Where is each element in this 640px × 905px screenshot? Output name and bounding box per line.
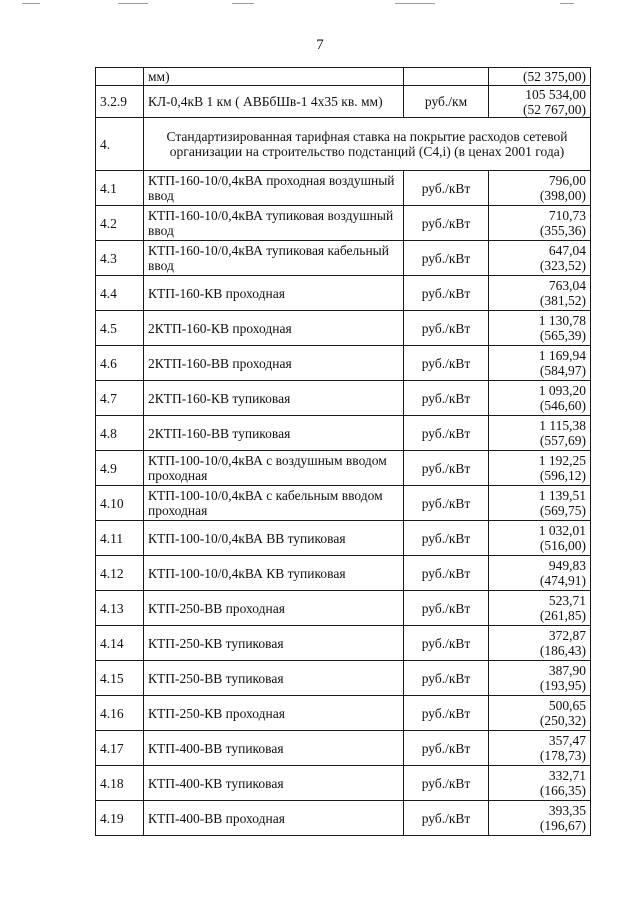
value-sub: (557,69) (539, 433, 586, 448)
value-sub: (261,85) (539, 608, 586, 623)
value-sub: (584,97) (539, 363, 586, 378)
item-description-cell: КТП-160-КВ проходная (144, 276, 404, 311)
value-main: 387,90 (548, 663, 586, 678)
item-description-cell: 2КТП-160-КВ тупиковая (144, 381, 404, 416)
value-main: 372,87 (548, 628, 586, 643)
item-number-cell: 4.3 (96, 241, 144, 276)
value-cell (489, 276, 591, 311)
value-main: 523,71 (548, 593, 586, 608)
table-row (96, 731, 591, 766)
table-row (96, 451, 591, 486)
item-description-cell: КТП-250-ВВ тупиковая (144, 661, 404, 696)
value-cell: (52 375,00) (489, 68, 591, 86)
unit-cell: руб./км (404, 86, 489, 118)
item-number-cell: 4.17 (96, 731, 144, 766)
item-description-cell: КТП-100-10/0,4кВА КВ тупиковая (144, 556, 404, 591)
table-row (96, 486, 591, 521)
item-description-cell: КЛ-0,4кВ 1 км ( АВБбШв-1 4х35 кв. мм) (144, 86, 404, 118)
value-sub: (178,73) (539, 748, 586, 763)
item-number-cell: 4.13 (96, 591, 144, 626)
table-row (96, 241, 591, 276)
value-main: 1 169,94 (538, 348, 586, 363)
scan-artifact (395, 3, 435, 4)
value-sub: (565,39) (539, 328, 586, 343)
table-row (96, 276, 591, 311)
item-number-cell: 4.2 (96, 206, 144, 241)
unit-cell: руб./кВт (404, 696, 489, 731)
item-number-cell: 4.14 (96, 626, 144, 661)
unit-cell: руб./кВт (404, 311, 489, 346)
item-number-cell: 4.11 (96, 521, 144, 556)
item-description-cell: КТП-400-ВВ тупиковая (144, 731, 404, 766)
tariff-table (95, 67, 591, 836)
value-cell (489, 346, 591, 381)
item-description-cell: мм) (144, 68, 404, 86)
value-sub: (355,36) (539, 223, 586, 238)
item-description-cell: КТП-160-10/0,4кВА тупиковая воздушный ввод (144, 206, 404, 241)
value-main: 763,04 (548, 278, 586, 293)
value-main: 393,35 (548, 803, 586, 818)
value-cell (489, 521, 591, 556)
item-description-cell: КТП-160-10/0,4кВА тупиковая кабельный ввод (144, 241, 404, 276)
value-sub: (323,52) (539, 258, 586, 273)
unit-cell: руб./кВт (404, 171, 489, 206)
item-description-cell: 2КТП-160-КВ проходная (144, 311, 404, 346)
item-number-cell: 4.8 (96, 416, 144, 451)
value-main: 1 139,51 (538, 488, 586, 503)
value-sub: (546,60) (539, 398, 586, 413)
value-cell (489, 206, 591, 241)
value-sub: (166,35) (539, 783, 586, 798)
item-number-cell: 4.15 (96, 661, 144, 696)
item-number-cell: 4.18 (96, 766, 144, 801)
value-sub: (569,75) (539, 503, 586, 518)
value-cell (489, 486, 591, 521)
item-number-cell: 4.16 (96, 696, 144, 731)
unit-cell: руб./кВт (404, 276, 489, 311)
value-cell (489, 626, 591, 661)
value-main: 710,73 (548, 208, 586, 223)
scan-artifact (560, 3, 574, 4)
value-main: 500,65 (548, 698, 586, 713)
scan-artifact (118, 3, 148, 4)
value-cell (489, 731, 591, 766)
value-sub: (596,12) (539, 468, 586, 483)
unit-cell: руб./кВт (404, 521, 489, 556)
unit-cell: руб./кВт (404, 486, 489, 521)
unit-cell: руб./кВт (404, 241, 489, 276)
value-sub: (516,00) (539, 538, 586, 553)
value-main: 1 093,20 (538, 383, 586, 398)
value-sub: (186,43) (539, 643, 586, 658)
value-main: 1 130,78 (538, 313, 586, 328)
value-cell (489, 311, 591, 346)
unit-cell: руб./кВт (404, 731, 489, 766)
section-header-row (96, 118, 591, 171)
value-main: 647,04 (548, 243, 586, 258)
value-cell (489, 241, 591, 276)
table-row (96, 766, 591, 801)
item-description-cell: КТП-400-КВ тупиковая (144, 766, 404, 801)
table-row (96, 346, 591, 381)
value-main: 332,71 (548, 768, 586, 783)
section-title-cell: Стандартизированная тарифная ставка на покрытие расходов сетевой организации на строительство подстанций (C4,i) (в ценах 2001 года) (144, 118, 591, 171)
item-number-cell: 4.4 (96, 276, 144, 311)
scan-artifact (22, 3, 40, 4)
value-main: 796,00 (548, 173, 586, 188)
item-number-cell: 4.7 (96, 381, 144, 416)
table-row (96, 591, 591, 626)
table-row (96, 696, 591, 731)
page-number: 7 (316, 37, 324, 53)
item-description-cell: КТП-250-КВ проходная (144, 696, 404, 731)
value-sub: (196,67) (539, 818, 586, 833)
item-description-cell: 2КТП-160-ВВ тупиковая (144, 416, 404, 451)
item-number-cell: 4.19 (96, 801, 144, 836)
item-description-cell: КТП-100-10/0,4кВА ВВ тупиковая (144, 521, 404, 556)
unit-cell: руб./кВт (404, 381, 489, 416)
table-row (96, 311, 591, 346)
unit-cell: руб./кВт (404, 416, 489, 451)
value-main: 1 032,01 (538, 523, 586, 538)
item-description-cell: КТП-100-10/0,4кВА с воздушным вводом проходная (144, 451, 404, 486)
table-row-3-2-9 (96, 86, 591, 118)
unit-cell: руб./кВт (404, 451, 489, 486)
unit-cell (404, 68, 489, 86)
item-description-cell: КТП-160-10/0,4кВА проходная воздушный ввод (144, 171, 404, 206)
value-cell (489, 696, 591, 731)
value-cell (489, 661, 591, 696)
value-sub: (474,91) (539, 573, 586, 588)
table-row (96, 661, 591, 696)
section-number-cell: 4. (96, 118, 144, 171)
value-cell (489, 451, 591, 486)
item-number-cell: 4.10 (96, 486, 144, 521)
value-main: 1 115,38 (539, 418, 586, 433)
item-description-cell: КТП-100-10/0,4кВА с кабельным вводом проходная (144, 486, 404, 521)
item-number-cell: 4.6 (96, 346, 144, 381)
item-number-cell (96, 68, 144, 86)
table-row (96, 171, 591, 206)
value-cell (489, 416, 591, 451)
value-main: 949,83 (548, 558, 586, 573)
item-description-cell: КТП-400-ВВ проходная (144, 801, 404, 836)
value-sub: (398,00) (539, 188, 586, 203)
value-cell (489, 801, 591, 836)
item-description-cell: КТП-250-ВВ проходная (144, 591, 404, 626)
table-row (96, 206, 591, 241)
value-cell (489, 591, 591, 626)
item-number-cell: 4.9 (96, 451, 144, 486)
value-main: 105 534,00 (525, 86, 586, 102)
table-row (96, 381, 591, 416)
value-cell (489, 766, 591, 801)
item-description-cell: КТП-250-КВ тупиковая (144, 626, 404, 661)
value-sub: (381,52) (539, 293, 586, 308)
scan-artifact (232, 3, 254, 4)
table-row (96, 416, 591, 451)
unit-cell: руб./кВт (404, 346, 489, 381)
unit-cell: руб./кВт (404, 206, 489, 241)
value-cell (489, 556, 591, 591)
item-number-cell: 4.1 (96, 171, 144, 206)
value-cell (489, 171, 591, 206)
table-row (96, 626, 591, 661)
value-sub: (193,95) (539, 678, 586, 693)
value-cell (489, 86, 591, 118)
unit-cell: руб./кВт (404, 626, 489, 661)
value-main: 1 192,25 (538, 453, 586, 468)
unit-cell: руб./кВт (404, 556, 489, 591)
table-row (96, 556, 591, 591)
item-description-cell: 2КТП-160-ВВ проходная (144, 346, 404, 381)
table-row (96, 521, 591, 556)
value-main: 357,47 (548, 733, 586, 748)
unit-cell: руб./кВт (404, 766, 489, 801)
value-sub: (52 767,00) (523, 101, 586, 117)
value-sub: (250,32) (539, 713, 586, 728)
table-row (96, 801, 591, 836)
value-cell (489, 381, 591, 416)
unit-cell: руб./кВт (404, 801, 489, 836)
unit-cell: руб./кВт (404, 661, 489, 696)
table-row-continuation (96, 68, 591, 86)
unit-cell: руб./кВт (404, 591, 489, 626)
item-number-cell: 3.2.9 (96, 86, 144, 118)
item-number-cell: 4.12 (96, 556, 144, 591)
item-number-cell: 4.5 (96, 311, 144, 346)
